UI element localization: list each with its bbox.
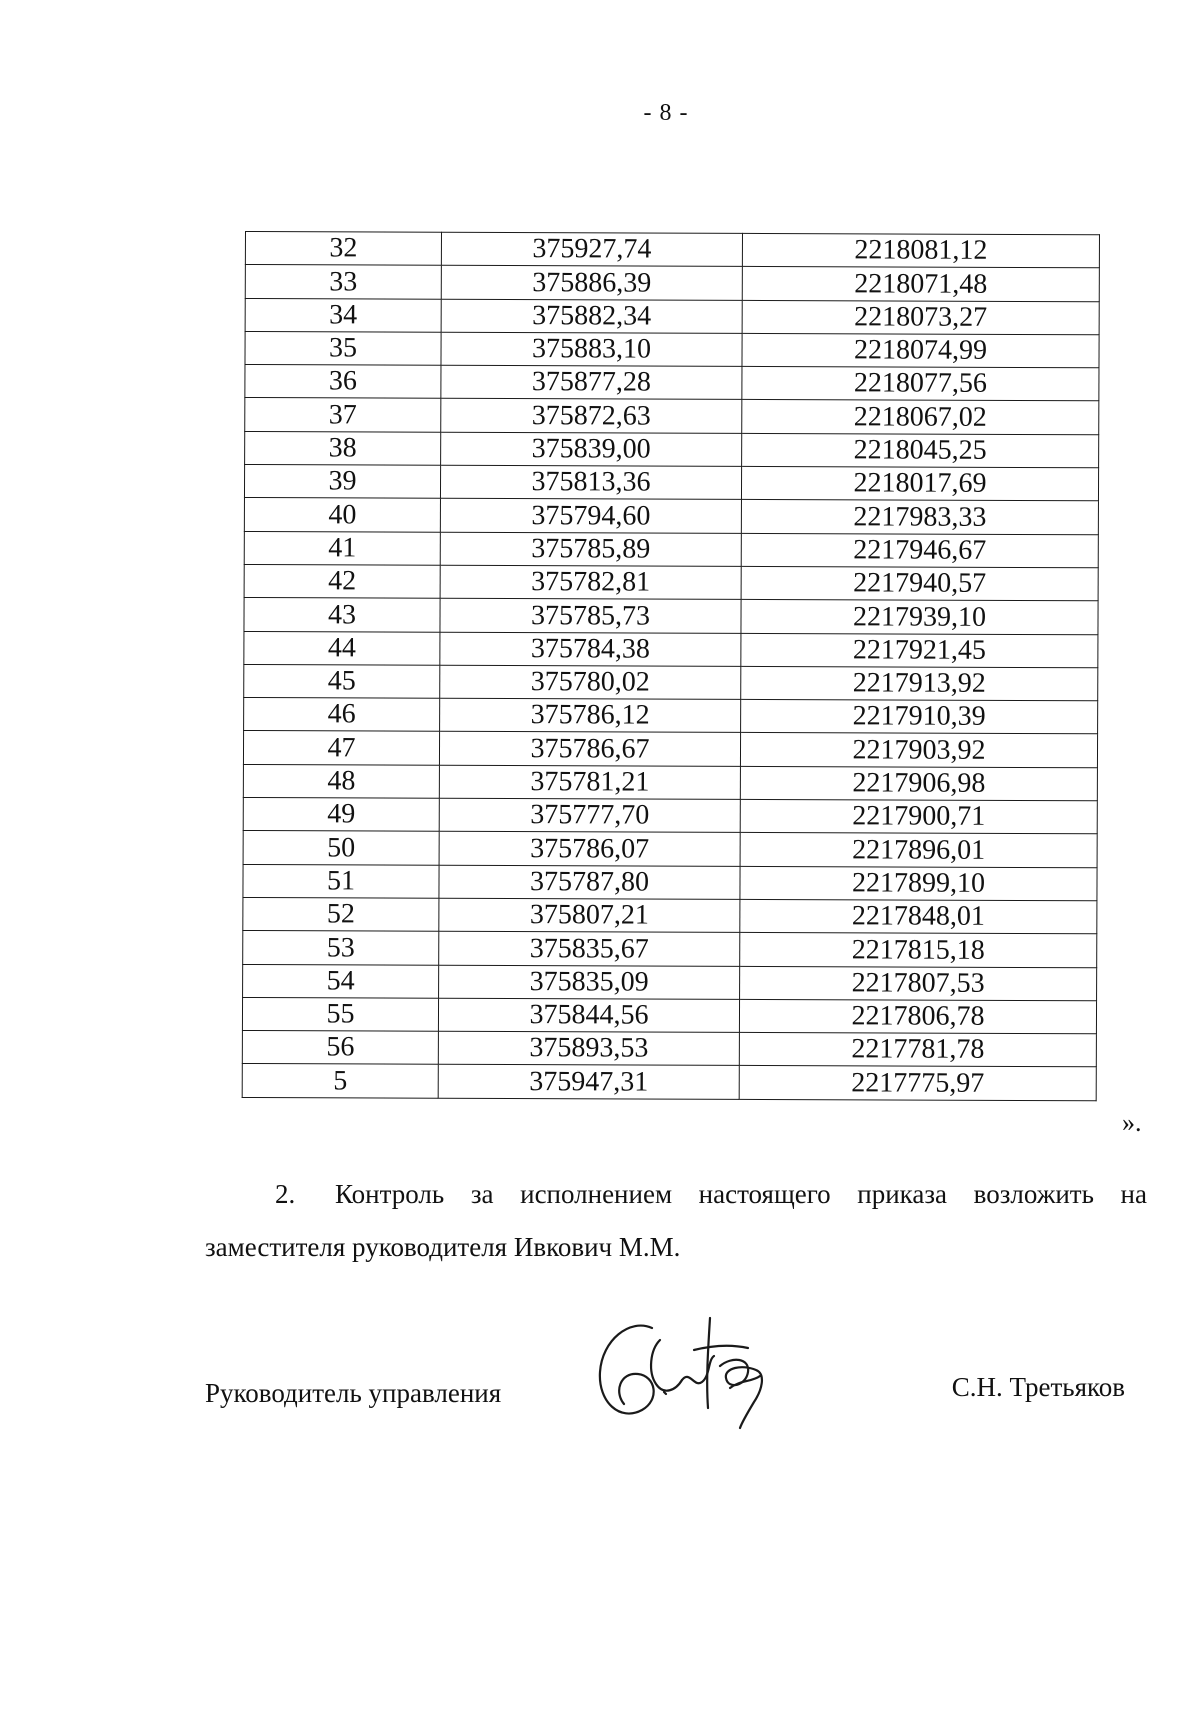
coordinates-table <box>242 231 1100 1101</box>
y-coordinate-cell: 2217946,67 <box>741 533 1098 568</box>
x-coordinate-cell: 375844,56 <box>438 998 739 1032</box>
point-number-cell: 34 <box>245 298 441 332</box>
y-coordinate-cell: 2218073,27 <box>742 300 1099 335</box>
table-row <box>245 398 1099 435</box>
y-coordinate-cell: 2217775,97 <box>739 1066 1096 1101</box>
x-coordinate-cell: 375784,38 <box>440 632 741 666</box>
point-number-cell: 51 <box>243 864 439 898</box>
y-coordinate-cell: 2217896,01 <box>740 833 1097 868</box>
table-row <box>243 764 1097 801</box>
y-coordinate-cell: 2218017,69 <box>741 466 1098 501</box>
x-coordinate-cell: 375786,07 <box>439 832 740 866</box>
y-coordinate-cell: 2218074,99 <box>742 333 1099 368</box>
paragraph-line-1 <box>205 1168 1147 1221</box>
table-row <box>245 365 1099 402</box>
point-number-cell: 45 <box>244 664 440 698</box>
coordinates-table-body <box>242 232 1099 1101</box>
point-number-cell: 56 <box>242 1031 438 1065</box>
table-row <box>243 731 1097 768</box>
point-number-cell: 54 <box>243 964 439 998</box>
x-coordinate-cell: 375893,53 <box>438 1031 739 1065</box>
y-coordinate-cell: 2218067,02 <box>742 400 1099 435</box>
paragraph-line-2: заместителя руководителя Ивкович М.М. <box>205 1232 681 1262</box>
point-number-cell: 43 <box>244 598 440 632</box>
x-coordinate-cell: 375777,70 <box>439 798 740 832</box>
point-number-cell: 55 <box>242 997 438 1031</box>
x-coordinate-cell: 375872,63 <box>441 399 742 433</box>
table-row <box>244 631 1098 668</box>
y-coordinate-cell: 2217910,39 <box>741 700 1098 735</box>
table-row <box>242 997 1096 1034</box>
x-coordinate-cell: 375835,67 <box>439 931 740 965</box>
y-coordinate-cell: 2217899,10 <box>740 866 1097 901</box>
table-row <box>245 431 1099 468</box>
y-coordinate-cell: 2217906,98 <box>740 766 1097 801</box>
point-number-cell: 35 <box>245 331 441 365</box>
point-number-cell: 41 <box>244 531 440 565</box>
point-number-cell: 40 <box>244 498 440 532</box>
table-row <box>244 664 1098 701</box>
x-coordinate-cell: 375785,89 <box>440 532 741 566</box>
x-coordinate-cell: 375781,21 <box>439 765 740 799</box>
table-row <box>243 831 1097 868</box>
x-coordinate-cell: 375883,10 <box>441 332 742 366</box>
y-coordinate-cell: 2217807,53 <box>740 966 1097 1001</box>
table-row <box>244 698 1098 735</box>
y-coordinate-cell: 2217939,10 <box>741 600 1098 635</box>
x-coordinate-cell: 375927,74 <box>441 232 742 266</box>
point-number-cell: 32 <box>245 232 441 266</box>
x-coordinate-cell: 375882,34 <box>441 299 742 333</box>
point-number-cell: 5 <box>242 1064 438 1098</box>
x-coordinate-cell: 375782,81 <box>440 565 741 599</box>
x-coordinate-cell: 375835,09 <box>439 965 740 999</box>
table-row <box>244 531 1098 568</box>
x-coordinate-cell: 375786,12 <box>440 698 741 732</box>
y-coordinate-cell: 2218045,25 <box>742 433 1099 468</box>
table-row <box>242 1031 1096 1068</box>
table-row <box>245 331 1099 368</box>
point-number-cell: 46 <box>244 698 440 732</box>
point-number-cell: 44 <box>244 631 440 665</box>
point-number-cell: 47 <box>243 731 439 765</box>
closing-quote: ». <box>1122 1108 1142 1137</box>
x-coordinate-cell: 375813,36 <box>440 465 741 499</box>
x-coordinate-cell: 375886,39 <box>441 266 742 300</box>
point-number-cell: 37 <box>245 398 441 432</box>
table-row <box>245 265 1099 302</box>
table-row <box>244 465 1098 502</box>
y-coordinate-cell: 2217848,01 <box>740 899 1097 934</box>
y-coordinate-cell: 2217815,18 <box>740 933 1097 968</box>
table-row <box>242 1064 1096 1101</box>
y-coordinate-cell: 2217806,78 <box>739 999 1096 1034</box>
y-coordinate-cell: 2217900,71 <box>740 799 1097 834</box>
y-coordinate-cell: 2218081,12 <box>742 233 1099 268</box>
x-coordinate-cell: 375786,67 <box>439 732 740 766</box>
paragraph-number: 2. <box>275 1179 296 1209</box>
x-coordinate-cell: 375794,60 <box>440 499 741 533</box>
table-row <box>243 964 1097 1001</box>
table-row <box>244 498 1098 535</box>
x-coordinate-cell: 375807,21 <box>439 898 740 932</box>
table-row <box>243 798 1097 835</box>
table-row <box>243 931 1097 968</box>
table-row <box>243 864 1097 901</box>
table-row <box>243 897 1097 934</box>
signer-name: С.Н. Третьяков <box>951 1372 1125 1402</box>
x-coordinate-cell: 375839,00 <box>441 432 742 466</box>
y-coordinate-cell: 2217983,33 <box>741 500 1098 535</box>
y-coordinate-cell: 2217903,92 <box>740 733 1097 768</box>
point-number-cell: 38 <box>245 431 441 465</box>
point-number-cell: 42 <box>244 564 440 598</box>
point-number-cell: 36 <box>245 365 441 399</box>
point-number-cell: 39 <box>244 465 440 499</box>
table-row <box>245 298 1099 335</box>
page-number: - 8 - <box>643 100 689 126</box>
y-coordinate-cell: 2217913,92 <box>741 666 1098 701</box>
point-number-cell: 49 <box>243 798 439 832</box>
y-coordinate-cell: 2217921,45 <box>741 633 1098 668</box>
point-number-cell: 33 <box>245 265 441 299</box>
point-number-cell: 48 <box>243 764 439 798</box>
point-number-cell: 53 <box>243 931 439 965</box>
x-coordinate-cell: 375877,28 <box>441 365 742 399</box>
signer-role: Руководитель управления <box>205 1378 502 1408</box>
point-number-cell: 52 <box>243 897 439 931</box>
y-coordinate-cell: 2217940,57 <box>741 566 1098 601</box>
table-row <box>245 232 1099 269</box>
x-coordinate-cell: 375780,02 <box>440 665 741 699</box>
paragraph-2 <box>205 1168 1147 1274</box>
table-row <box>244 598 1098 635</box>
x-coordinate-cell: 375787,80 <box>439 865 740 899</box>
table-row <box>244 564 1098 601</box>
y-coordinate-cell: 2217781,78 <box>739 1033 1096 1068</box>
point-number-cell: 50 <box>243 831 439 865</box>
paragraph-line-1-text: Контроль за исполнением настоящего приказа возложить на <box>335 1179 1147 1209</box>
x-coordinate-cell: 375785,73 <box>440 599 741 633</box>
y-coordinate-cell: 2218071,48 <box>742 267 1099 302</box>
y-coordinate-cell: 2218077,56 <box>742 367 1099 402</box>
signature-row <box>205 1360 1125 1420</box>
x-coordinate-cell: 375947,31 <box>438 1065 739 1099</box>
